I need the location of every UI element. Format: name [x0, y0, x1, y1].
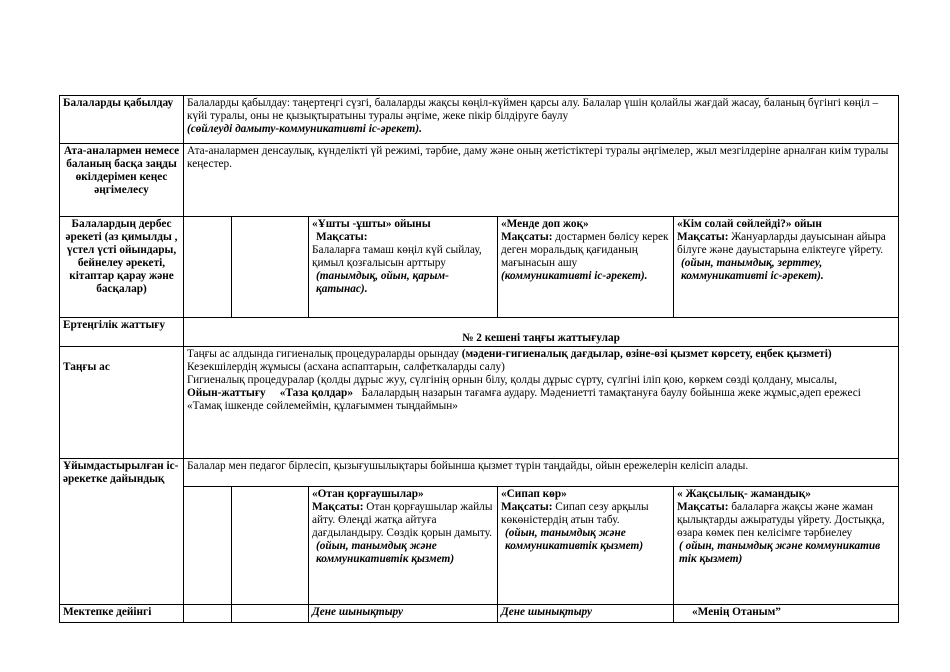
activity-title: «Ұшты -ұшты» ойыны — [312, 218, 431, 230]
game-label: Ойын-жаттығу — [187, 387, 266, 399]
activity-tag: ( ойын, танымдық және коммуникатив тік қызмет) — [679, 540, 881, 565]
activity-tag: (ойын, танымдық, зерттеу, коммуникативті іс-әрекет). — [681, 257, 824, 282]
empty-cell — [184, 217, 232, 318]
goal-text: достармен бөлісу керек деген моральдық қағиданың мағынасын ашу — [501, 231, 669, 269]
empty-cell — [184, 605, 232, 623]
activity-kim-solai — [674, 217, 899, 318]
goal-label: Мақсаты: — [677, 231, 729, 243]
breakfast-duty: Кезекшілердің жұмысы (асхана аспаптарын, салфеткаларды салу) — [187, 361, 505, 373]
row-independent — [60, 217, 899, 318]
activity-tag: (танымдық, ойын, қарым-қатынас). — [316, 270, 449, 295]
goal-label: Мақсаты: — [501, 501, 553, 513]
row-organized-activities — [60, 487, 899, 605]
cell-breakfast — [184, 347, 899, 459]
row-reception — [60, 96, 899, 144]
organized-text: Балалар мен педагог бірлесіп, қызығушылықтары бойынша қызмет түрін таңдайды, ойын ережелерін келісіп алады. — [184, 459, 899, 487]
activity-title: «Менде доп жоқ» — [501, 218, 589, 230]
daily-plan-table — [59, 95, 899, 623]
goal-label: Мақсаты: — [677, 501, 729, 513]
breakfast-quote: «Тамақ ішкенде сөйлемеймін, құлағыммен тыңдаймын» — [187, 400, 458, 412]
empty-cell — [184, 487, 232, 605]
row-breakfast — [60, 347, 899, 459]
exercise-text: № 2 кешені таңғы жаттығулар — [462, 332, 620, 344]
activity-mende-dop — [498, 217, 674, 318]
game-text: Балалардың назарын тағамға аудару. Мәдениетті тамақтануға баулу бойынша жеке жұмыс,әдеп ережесі — [361, 387, 861, 399]
cell-exercise — [184, 318, 899, 347]
goal-label: Мақсаты: — [316, 231, 368, 243]
activity-zhaksylyk — [674, 487, 899, 605]
activity-title: «Кім солай сөйлейді?» ойын — [677, 218, 822, 230]
activity-title: « Жақсылық- жамандық» — [677, 488, 811, 500]
label-reception: Балаларды қабылдау — [60, 96, 184, 144]
activity-ushty — [309, 217, 498, 318]
activity-sipap — [498, 487, 674, 605]
activity-tag: (ойын, танымдық және коммуникативтік қызмет) — [505, 527, 644, 552]
label-preschool: Мектепке дейінгі — [60, 605, 184, 623]
activity-title: «Сипап көр» — [501, 488, 567, 500]
row-parents — [60, 144, 899, 217]
label-independent: Балалардың дербес әрекеті (аз қимылды , үстел үсті ойындары, бейнелеу әрекеті, кітаптар қарау және басқалар) — [60, 217, 184, 318]
label-breakfast: Таңғы ас — [60, 347, 184, 459]
activity-title: «Отан қорғаушылар» — [312, 488, 424, 500]
goal-text: Сипап сезу арқылы көкөністердің атын табу. — [501, 501, 649, 526]
reception-tag: (сөйлеуді дамыту-коммуникативті іс-әрекет). — [187, 123, 422, 135]
activity-otan — [309, 487, 498, 605]
activity-tag: (коммуникативті іс-әрекет). — [501, 270, 648, 282]
label-organized: Ұйымдастырылған іс-әрекетке дайындық — [60, 459, 184, 605]
breakfast-hygiene: Гигиеналық процедуралар (қолды дұрыс жуу, сүлгінің орнын білу, қолды дұрыс сүрту, сүлгіні іліп қою, көркем сөзді қолдану, мысалы, — [187, 374, 838, 386]
goal-text: Отан қорғаушылар жайлы айту. Өлеңді жатқа айтуға дағдыландыру. Сөздік қорын дамыту. — [312, 501, 493, 539]
row-exercise — [60, 318, 899, 347]
goal-label: Мақсаты: — [312, 501, 364, 513]
label-exercise: Ертеңгілік жаттығу — [60, 318, 184, 347]
game-title: «Таза қолдар» — [279, 387, 353, 399]
reception-text: Балаларды қабылдау: таңертеңгі сүзгі, балаларды жақсы көңіл-күймен қарсы алу. Балалар үшін қолайлы жағдай жасау, баланың бүгінгі көңіл – күйі туралы, оны не қызықтыратыны туралы әңгіме, жеке пікір білдіруге баулу — [187, 97, 879, 122]
empty-cell — [232, 605, 309, 623]
breakfast-line1-tag: (мәдени-гигиеналық дағдылар, өзіне-өзі қызмет көрсету, еңбек қызметі) — [461, 348, 832, 360]
goal-label: Мақсаты: — [501, 231, 553, 243]
goal-text: балаларға жақсы және жаман қылықтарды ажыратуды үйрету. Достыққа, өзара көмек пен келісімге тәрбиелеу — [677, 501, 885, 539]
cell-reception-text — [184, 96, 899, 144]
empty-cell — [232, 217, 309, 318]
parents-text: Ата-аналармен денсаулық, күнделікті үй режимі, тәрбие, даму және оның жетістіктері туралы әңгімелер, жыл мезгілдеріне арналған киім туралы кеңестер. — [184, 144, 899, 217]
breakfast-line1: Таңғы ас алдында гигиеналық процедураларды орындау — [187, 348, 459, 360]
preschool-col5: «Менің Отаным” — [674, 605, 899, 623]
activity-tag: (ойын, танымдық және коммуникативтік қызмет) — [316, 540, 455, 565]
row-organized — [60, 459, 899, 487]
row-preschool — [60, 605, 899, 623]
preschool-col4: Дене шынықтыру — [498, 605, 674, 623]
preschool-col3: Дене шынықтыру — [309, 605, 498, 623]
goal-text: Балаларға тамаш көңіл күй сыйлау, қимыл қозғалысын арттыру — [312, 244, 482, 269]
empty-cell — [232, 487, 309, 605]
goal-text: Жануарларды дауысынан айыра білуге және дауыстарына еліктеуге үйрету. — [677, 231, 886, 256]
label-parents: Ата-аналармен немесе баланың басқа заңды өкілдерімен кеңес әңгімелесу — [60, 144, 184, 217]
